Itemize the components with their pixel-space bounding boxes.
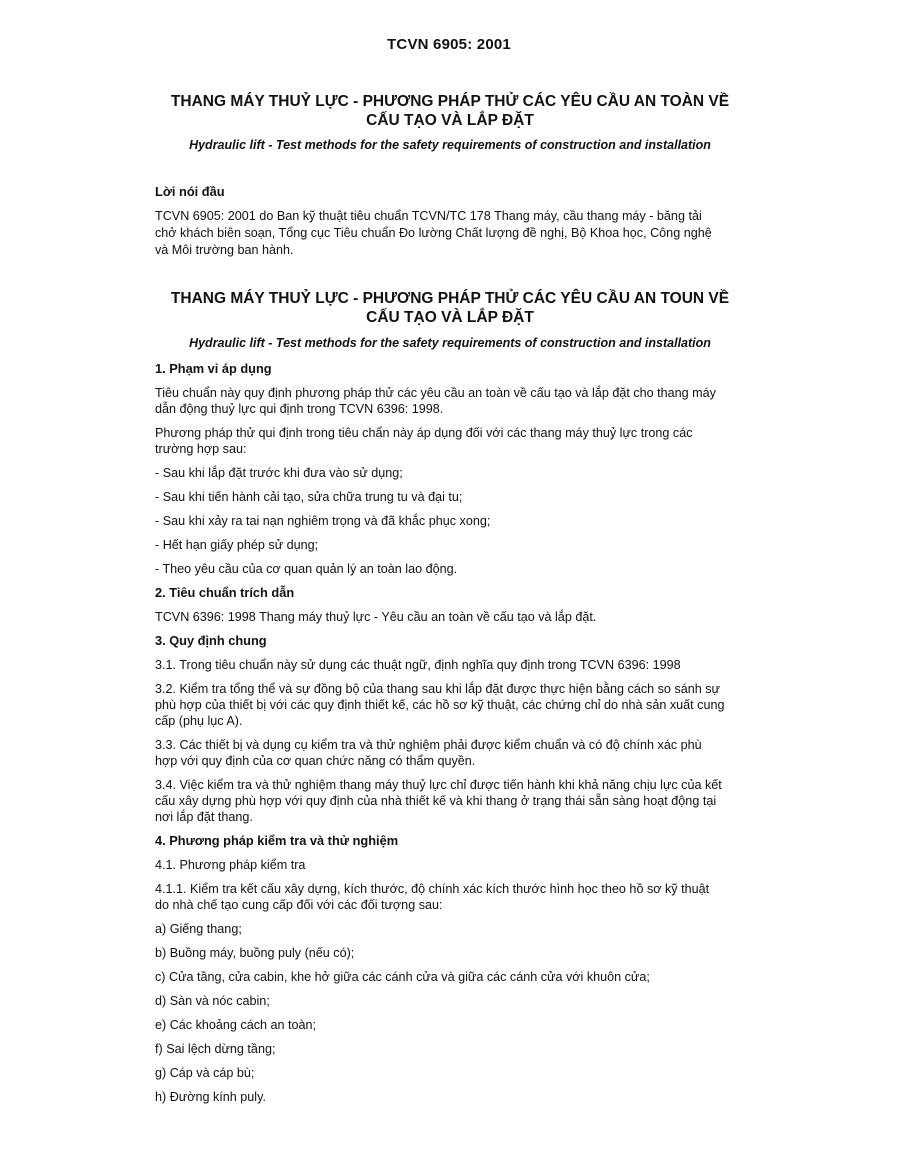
list-item: - Theo yêu cầu của cơ quan quản lý an toàn lao động. bbox=[155, 562, 458, 576]
list-item: - Sau khi lắp đặt trước khi đưa vào sử dụng; bbox=[155, 466, 403, 480]
paragraph-line: 4.1. Phương pháp kiểm tra bbox=[155, 858, 306, 872]
paragraph-line: nơi lắp đặt thang. bbox=[155, 810, 253, 824]
list-item: c) Cửa tầng, cửa cabin, khe hở giữa các cánh cửa và giữa các cánh cửa với khuôn cửa; bbox=[155, 970, 650, 984]
paragraph-line: 3.1. Trong tiêu chuẩn này sử dụng các thuật ngữ, định nghĩa quy định trong TCVN 6396: 1998 bbox=[155, 658, 681, 672]
cover-title-line1: THANG MÁY THUỶ LỰC - PHƯƠNG PHÁP THỬ CÁC YÊU CẦU AN TOÀN VỀ bbox=[170, 93, 730, 110]
main-title-line2: CẤU TẠO VÀ LẮP ĐẶT bbox=[366, 309, 534, 326]
main-subtitle: Hydraulic lift - Test methods for the safety requirements of construction and installation bbox=[189, 336, 711, 350]
paragraph-line: 3.3. Các thiết bị và dụng cụ kiểm tra và thử nghiệm phải được kiểm chuẩn và có độ chính xác phù bbox=[155, 738, 702, 752]
paragraph-line: 3.4. Việc kiểm tra và thử nghiệm thang máy thuỷ lực chỉ được tiến hành khi khả năng chịu lực của kết bbox=[155, 778, 722, 792]
list-item: - Sau khi tiến hành cải tạo, sửa chữa trung tu và đại tu; bbox=[155, 490, 463, 504]
list-item: e) Các khoảng cách an toàn; bbox=[155, 1018, 317, 1032]
main-title-line1: THANG MÁY THUỶ LỰC - PHƯƠNG PHÁP THỬ CÁC YÊU CẦU AN TOUN VỀ bbox=[170, 290, 730, 307]
paragraph-line: dẫn động thuỷ lực qui định trong TCVN 6396: 1998. bbox=[155, 402, 444, 416]
list-item: g) Cáp và cáp bù; bbox=[155, 1066, 255, 1080]
list-item: - Hết hạn giấy phép sử dụng; bbox=[155, 538, 319, 552]
paragraph-line: Tiêu chuẩn này quy định phương pháp thử các yêu cầu an toàn về cấu tạo và lắp đặt cho thang máy bbox=[155, 386, 716, 400]
paragraph-line: do nhà chế tạo cung cấp đối với các đối tượng sau: bbox=[155, 898, 443, 912]
foreword-line: TCVN 6905: 2001 do Ban kỹ thuật tiêu chuẩn TCVN/TC 178 Thang máy, cầu thang máy - băng tải bbox=[155, 209, 702, 223]
section3-heading: 3. Quy định chung bbox=[155, 633, 267, 648]
paragraph-line: TCVN 6396: 1998 Thang máy thuỷ lực - Yêu cầu an toàn về cấu tạo và lắp đặt. bbox=[155, 610, 597, 624]
cover-title-line2: CẤU TẠO VÀ LẮP ĐẶT bbox=[366, 112, 534, 129]
list-item: a) Giếng thang; bbox=[155, 922, 242, 936]
list-item: d) Sàn và nóc cabin; bbox=[155, 994, 270, 1008]
list-item: - Sau khi xảy ra tai nạn nghiêm trọng và đã khắc phục xong; bbox=[155, 514, 491, 528]
section1-heading: 1. Phạm vi áp dụng bbox=[155, 361, 272, 376]
section2-heading: 2. Tiêu chuẩn trích dẫn bbox=[155, 585, 295, 600]
paragraph-line: 3.2. Kiểm tra tổng thể và sự đồng bộ của thang sau khi lắp đặt được thực hiện bằng cách so sánh sự bbox=[155, 682, 720, 696]
section4-heading: 4. Phương pháp kiểm tra và thử nghiệm bbox=[155, 833, 399, 848]
list-item: f) Sai lệch dừng tầng; bbox=[155, 1042, 276, 1056]
standard-code: TCVN 6905: 2001 bbox=[387, 36, 511, 53]
cover-subtitle: Hydraulic lift - Test methods for the safety requirements of construction and installation bbox=[189, 138, 711, 152]
paragraph-line: trường hợp sau: bbox=[155, 442, 247, 456]
foreword-line: chở khách biên soạn, Tổng cục Tiêu chuẩn Đo lường Chất lượng đề nghị, Bộ Khoa học, Công nghệ bbox=[155, 226, 712, 240]
list-item: b) Buồng máy, buồng puly (nếu có); bbox=[155, 946, 355, 960]
list-item: h) Đường kính puly. bbox=[155, 1090, 266, 1104]
paragraph-line: Phương pháp thử qui định trong tiêu chẩn này áp dụng đối với các thang máy thuỷ lực trong các bbox=[155, 426, 693, 440]
foreword-line: và Môi trường ban hành. bbox=[155, 243, 294, 257]
paragraph-line: cấp (phụ lục A). bbox=[155, 714, 243, 728]
foreword-heading: Lời nói đầu bbox=[155, 184, 225, 199]
paragraph-line: hợp với quy định của cơ quan chức năng có thẩm quyền. bbox=[155, 754, 476, 768]
paragraph-line: cấu xây dựng phù hợp với quy định của nhà thiết kế và khi thang ở trạng thái sẵn sàng hoạt động tại bbox=[155, 794, 717, 808]
paragraph-line: phù hợp của thiết bị với các quy định thiết kế, các hồ sơ kỹ thuật, các chứng chỉ do nhà sản xuất cung bbox=[155, 698, 725, 712]
paragraph-line: 4.1.1. Kiểm tra kết cấu xây dựng, kích thước, độ chính xác kích thước hình học theo hồ sơ kỹ thuật bbox=[155, 882, 710, 896]
